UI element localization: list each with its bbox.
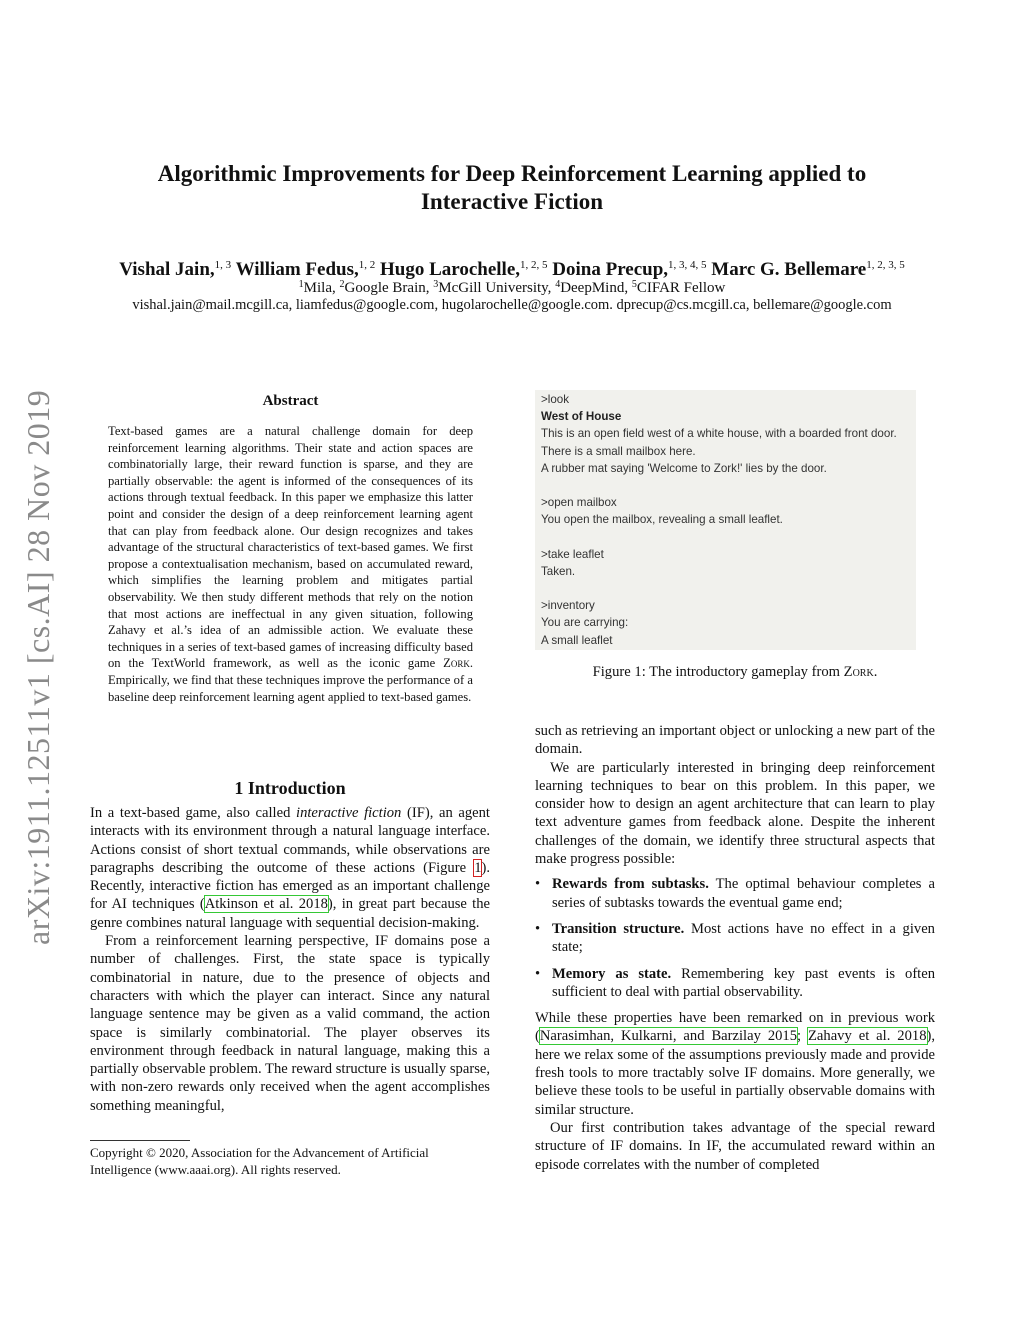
paragraph	[90, 804, 490, 932]
right-column-body	[535, 722, 935, 1174]
author-name: William Fedus,	[235, 259, 359, 280]
author-affil-index: 1, 2, 3, 5	[866, 259, 905, 271]
author-name: Vishal Jain,	[119, 259, 215, 280]
author-affil-index: 1, 3, 4, 5	[668, 259, 707, 271]
abstract-body	[108, 423, 473, 705]
transcript-line: This is an open field west of a white house, with a boarded front door.	[541, 427, 897, 441]
transcript-blank	[541, 529, 916, 546]
left-column-body	[90, 804, 490, 1115]
text: ). Recently, interactive fiction has emerged as an important challenge for AI techniques (	[90, 859, 490, 913]
affil-index: 1	[298, 279, 304, 290]
title-line-2: Interactive Fiction	[420, 189, 604, 214]
transcript-line: A small leaflet	[541, 633, 613, 647]
citation-link[interactable]: Zahavy et al. 2018	[808, 1028, 927, 1045]
list-item-text: Most actions have no effect in a given state;	[552, 920, 935, 956]
list-item-text: Remembering key past events is often sufficient to deal with partial observability.	[552, 965, 936, 1000]
list-item	[535, 920, 935, 957]
text: ), in great part because the genre combines natural language with sequential decision-making.	[90, 896, 490, 931]
transcript-line: Taken.	[541, 564, 576, 578]
text: While these properties have been remarked on in previous work (	[535, 1010, 935, 1045]
affil-name: CIFAR Fellow	[636, 280, 726, 296]
transcript-blank	[541, 580, 916, 597]
list-item	[535, 875, 935, 912]
list-item-title: Rewards from subtasks.	[552, 876, 709, 893]
transcript-line: >look	[541, 393, 570, 406]
figure-reference-link[interactable]: 1	[474, 859, 482, 876]
paragraph: From a reinforcement learning perspective, IF domains pose a number of challenges. First, the state space is typically combinatorial in nature, due to the presence of objects and characters with which the player can interact. Since any natural language sentence may be given as a valid command, the action space is similarly combinatorial. The player observes its environment through feedback in natural language, making this a partially observable problem. The reward structure is usually sparse, with non-zero rewards only received when the agent accomplishes something meaningful,	[90, 933, 490, 1114]
zork-name: Zork	[443, 656, 470, 671]
transcript-blank	[541, 477, 916, 494]
paper-title	[100, 160, 924, 216]
paragraph: such as retrieving an important object or unlocking a new part of the domain.	[535, 723, 935, 758]
affil-index: 4	[555, 279, 561, 290]
author-affil-index: 1, 2	[358, 259, 376, 271]
title-line-1: Algorithmic Improvements for Deep Reinforcement Learning applied to	[157, 161, 867, 186]
transcript-line: >take leaflet	[541, 547, 604, 561]
citation-link[interactable]: Atkinson et al. 2018	[204, 896, 328, 913]
abstract-text: . Empirically, we find that these techniques improve the performance of a baseline deep reinforcement learning agent applied to text-based games.	[108, 656, 473, 704]
paragraph: We are particularly interested in bringing deep reinforcement learning techniques to bear on this problem. In this paper, we consider how to design an agent architecture that can learn to play text adventure games from feedback alone. Despite the inherent challenges of the domain, we identify three structural aspects that make progress possible:	[535, 759, 935, 868]
caption-text: .	[873, 664, 878, 680]
caption-text: Figure 1: The introductory gameplay from	[592, 664, 844, 680]
author-name: Doina Precup,	[552, 259, 669, 280]
zork-name: Zork	[843, 664, 874, 680]
text: In a text-based game, also called	[90, 805, 297, 821]
structural-aspects-list	[535, 875, 935, 1001]
citation-link[interactable]: Narasimhan, Kulkarni, and Barzilay 2015	[539, 1028, 798, 1045]
affil-name: McGill University,	[438, 280, 556, 296]
transcript-line: >inventory	[541, 599, 595, 613]
text: ;	[797, 1028, 809, 1045]
transcript-line: You open the mailbox, revealing a small leaflet.	[541, 513, 783, 527]
author-emails: vishal.jain@mail.mcgill.ca, liamfedus@google.com, hugolarochelle@google.com. dprecup@cs.mcgill.ca, bellemare@google.com	[132, 297, 892, 313]
affil-name: Mila,	[303, 280, 340, 296]
affil-index: 2	[339, 279, 345, 290]
affil-name: DeepMind,	[560, 280, 632, 296]
paragraph	[535, 1009, 935, 1119]
copyright-footnote: Copyright © 2020, Association for the Advancement of Artificial Intelligence (www.aaai.org). All rights reserved.	[90, 1145, 429, 1177]
author-name: Marc G. Bellemare	[711, 259, 867, 280]
figure-zork-transcript	[535, 390, 916, 650]
arxiv-identifier: arXiv:1911.12511v1 [cs.AI] 28 Nov 2019	[20, 389, 56, 945]
transcript-line: You are carrying:	[541, 616, 629, 630]
paragraph: Our first contribution takes advantage of the special reward structure of IF domains. In IF, the accumulated reward within an episode correlates with the number of completed	[535, 1119, 935, 1173]
transcript-line: A rubber mat saying 'Welcome to Zork!' lies by the door.	[541, 461, 827, 475]
text: ), here we relax some of the assumptions previously made and provide fresh tools to more tractably solve IF domains. More generally, we believe these tools to be useful in partially observable domains with similar structure.	[535, 1028, 936, 1118]
figure-caption	[535, 664, 935, 681]
affil-index: 5	[631, 279, 637, 290]
transcript-line: >open mailbox	[541, 496, 617, 510]
text: (IF), an agent interacts with its environment through a natural language interface. Actions consist of short textual commands, while observations are paragraphs describing the outcome of these actions (Figure	[90, 805, 490, 876]
affil-name: Google Brain,	[344, 280, 434, 296]
list-item	[535, 965, 935, 1002]
author-name: Hugo Larochelle,	[379, 259, 521, 280]
transcript-location: West of House	[541, 410, 622, 424]
section-heading-introduction: 1 Introduction	[234, 778, 346, 798]
emphasis: interactive fiction	[296, 805, 402, 821]
list-item-title: Transition structure.	[552, 920, 685, 937]
transcript-line: There is a small mailbox here.	[541, 444, 696, 458]
author-affil-index: 1, 3	[214, 259, 232, 271]
list-item-text: The optimal behaviour completes a series of subtasks towards the eventual game end;	[552, 876, 935, 911]
author-affil-index: 1, 2, 5	[520, 259, 548, 271]
abstract-heading: Abstract	[262, 393, 319, 409]
list-item-title: Memory as state.	[552, 965, 672, 982]
footnote-rule	[90, 1140, 190, 1141]
abstract-text: Text-based games are a natural challenge domain for deep reinforcement learning algorithms. Their state and action spaces are combinatorially large, their reward function is sparse, and they are partially observable: the agent is informed of the consequences of its actions through textual feedback. In this paper we emphasize this latter point and consider the design of a deep reinforcement learning agent that can play from feedback alone. Our design recognizes and takes advantage of the structural characteristics of text-based games. We first propose a contextualisation mechanism, based on accumulated reward, which simplifies the learning problem and mitigates partial observability. We then study different methods that rely on the notion that most actions are ineffectual in any given situation, following Zahavy et al.’s idea of an admissible action. We evaluate these techniques in a series of text-based games of increasing difficulty based on the TextWorld framework, as well as the iconic game	[108, 424, 473, 671]
affil-index: 3	[433, 279, 439, 290]
